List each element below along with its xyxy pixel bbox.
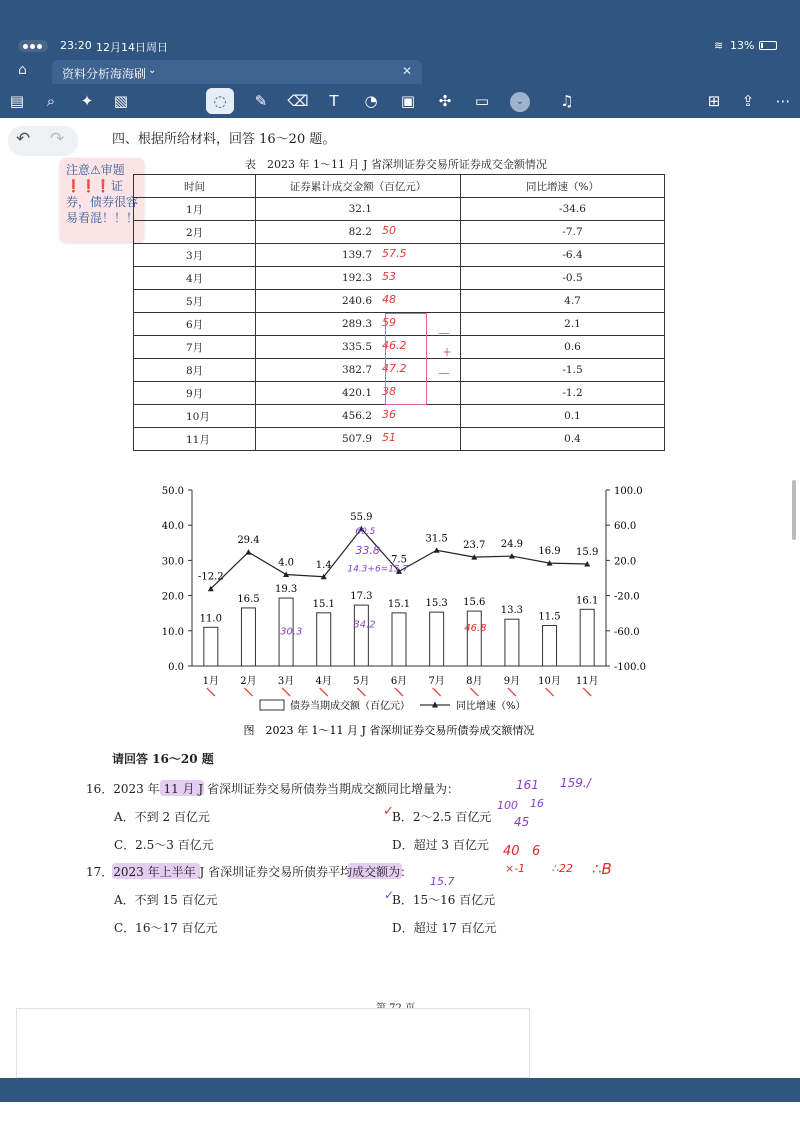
y-right-tick-label: -60.0 (614, 626, 640, 638)
handwritten-annotation: 48 (382, 293, 396, 306)
handwritten-annotation: 38 (382, 385, 396, 398)
bar-value-label: 15.6 (463, 597, 486, 609)
bar (241, 608, 255, 666)
table-cell-month: 11月 (134, 428, 256, 451)
bar (354, 605, 368, 666)
text-box-icon[interactable]: T (329, 92, 339, 110)
handwritten-mark (546, 688, 554, 696)
handwritten-note: 30.3 (280, 626, 303, 638)
growth-value-label: 23.7 (463, 540, 486, 552)
table-cell-growth: 0.6 (461, 336, 665, 359)
q17-option-a[interactable]: A．不到 15 百亿元 (114, 893, 218, 907)
document-page (0, 118, 800, 1078)
handwritten-note: 33.8 (355, 543, 380, 557)
q16-option-d[interactable]: D．超过 3 百亿元 (392, 838, 489, 852)
chevron-down-icon[interactable]: ⌄ (148, 65, 157, 76)
section-heading: 四、根据所给材料，回答 16～20 题。 (112, 132, 336, 147)
table-cell-growth: -1.2 (461, 382, 665, 405)
table-cell-amount: 382.7 47.2 (256, 359, 461, 382)
table-header-row (134, 175, 665, 198)
lasso-icon[interactable]: ◌ (206, 88, 234, 114)
growth-point (434, 547, 440, 553)
bar-value-label: 16.5 (237, 593, 260, 605)
status-bar (0, 36, 800, 56)
y-right-tick-label: -100.0 (614, 662, 647, 673)
table-cell-growth: -34.6 (461, 198, 665, 221)
redo-icon[interactable]: ↷ (50, 129, 65, 149)
x-tick-label: 1月 (202, 676, 220, 687)
handwritten-note: 15.7 (430, 875, 455, 888)
checkmark-annotation: ✓ (384, 888, 395, 902)
growth-value-label: 4.0 (278, 557, 295, 569)
table-cell-growth: 4.7 (461, 290, 665, 313)
handwritten-annotation: 57.5 (382, 247, 407, 260)
bar-value-label: 15.1 (387, 598, 411, 610)
growth-value-label: 31.5 (425, 533, 448, 545)
tab-title: 资料分析海海刷 (62, 67, 147, 81)
x-tick-label: 9月 (503, 676, 521, 687)
table-cell-month: 3月 (134, 244, 256, 267)
bar (317, 613, 331, 666)
table-cell-month: 10月 (134, 405, 256, 428)
bar (204, 627, 218, 666)
handwritten-mark (433, 688, 441, 696)
questions-heading: 请回答 16～20 题 (112, 752, 214, 766)
table-row (134, 428, 665, 451)
chart-title: 图 2023 年 1～11 月 J 省深圳证券交易所债券成交额情况 (243, 724, 535, 737)
toolbar (0, 86, 800, 118)
legend-bar-label: 债券当期成交额（百亿元） (290, 701, 410, 712)
q16-option-a[interactable]: A．不到 2 百亿元 (114, 810, 210, 824)
table-cell-growth: 0.1 (461, 405, 665, 428)
handwritten-mark (470, 688, 478, 696)
growth-value-label: 15.9 (576, 547, 599, 559)
sticky-note-icon[interactable]: ▭ (474, 92, 490, 110)
handwritten-mark (395, 688, 403, 696)
handwritten-note: 45 (514, 815, 530, 829)
growth-value-label: -12.2 (197, 571, 224, 583)
handwritten-mark: — (438, 366, 450, 380)
shape-icon[interactable]: ◔ (364, 92, 378, 110)
bar-value-label: 11.0 (199, 613, 222, 625)
handwritten-note: 159./ (560, 776, 591, 790)
header-growth: 同比增速（%） (461, 175, 665, 198)
x-tick-label: 7月 (428, 676, 445, 687)
table-cell-growth: -0.5 (461, 267, 665, 290)
handwritten-mark (357, 688, 365, 696)
elements-icon[interactable]: ✣ (438, 92, 452, 110)
bar (430, 612, 444, 666)
handwritten-bracket (385, 313, 427, 405)
bar-value-label: 15.3 (425, 598, 448, 610)
undo-icon[interactable]: ↶ (16, 129, 31, 149)
q16-option-c[interactable]: C．2.5～3 百亿元 (114, 838, 214, 852)
checkmark-annotation: ✓ (383, 804, 394, 819)
handwritten-annotation: 51 (382, 431, 396, 444)
document-tab[interactable] (52, 60, 422, 84)
wifi-icon: ≋ (714, 39, 724, 52)
table-cell-growth: -7.7 (461, 221, 665, 244)
table-cell-amount: 240.6 48 (256, 290, 461, 313)
handwritten-note: 161 (516, 778, 539, 792)
eraser-icon[interactable]: ⌫ (287, 92, 309, 110)
y-right-tick-label: -20.0 (614, 591, 640, 603)
home-icon[interactable]: ⌂ (18, 62, 27, 78)
x-tick-label: 5月 (353, 676, 370, 687)
y-left-tick-label: 40.0 (161, 521, 184, 533)
handwritten-mark (207, 688, 215, 696)
table-cell-amount: 507.9 51 (256, 428, 461, 451)
handwritten-note: 6 (532, 844, 541, 859)
handwritten-mark (583, 688, 591, 696)
handwritten-note: 16 (530, 797, 544, 810)
sparkle-icon[interactable]: ✦ (80, 92, 94, 110)
growth-value-label: 7.5 (391, 554, 407, 566)
table-cell-amount: 139.7 57.5 (256, 244, 461, 267)
table-cell-month: 9月 (134, 382, 256, 405)
handwritten-mark (244, 688, 252, 696)
handwritten-note: 14.3+6=15.7 (347, 564, 409, 575)
table-row (134, 244, 665, 267)
table-cell-month: 8月 (134, 359, 256, 382)
x-tick-label: 11月 (575, 676, 599, 687)
handwritten-annotation: 53 (382, 270, 396, 283)
table-cell-amount: 32.1 (256, 198, 461, 221)
share-icon[interactable]: ⇪ (741, 92, 755, 110)
table-row (134, 290, 665, 313)
bar (580, 609, 594, 666)
x-tick-label: 10月 (538, 676, 561, 687)
bar-value-label: 11.5 (538, 611, 561, 623)
table-cell-month: 2月 (134, 221, 256, 244)
legend-bar-swatch (260, 700, 284, 710)
bar-value-label: 15.1 (312, 598, 335, 610)
table-row (134, 405, 665, 428)
bar (392, 613, 406, 666)
table-cell-growth: 2.1 (461, 313, 665, 336)
status-time: 23:20 (60, 39, 92, 52)
table-cell-amount: 335.5 46.2 (256, 336, 461, 359)
pen-icon[interactable]: ✎ (254, 92, 268, 110)
table-cell-growth: -1.5 (461, 359, 665, 382)
x-tick-label: 4月 (315, 676, 332, 687)
handwritten-note: 60.5 (355, 527, 376, 538)
table-cell-month: 1月 (134, 198, 256, 221)
handwritten-annotation: 59 (382, 316, 396, 329)
y-left-tick-label: 50.0 (161, 486, 184, 497)
undo-redo-group (8, 126, 78, 156)
handwritten-note: 34.2 (353, 619, 376, 631)
table-cell-amount: 456.2 36 (256, 405, 461, 428)
handwritten-mark (320, 688, 328, 696)
bar-value-label: 19.3 (274, 584, 298, 596)
growth-value-label: 29.4 (237, 535, 260, 547)
more-horizontal-icon[interactable]: ⋯ (775, 92, 791, 110)
header-amount: 证券累计成交金额（百亿元） (256, 175, 461, 198)
y-left-tick-label: 30.0 (161, 556, 184, 568)
bar (543, 626, 557, 666)
sidebar-icon[interactable]: ▤ (9, 92, 25, 110)
document-icon[interactable]: ▧ (113, 92, 129, 110)
handwritten-mark (282, 688, 290, 696)
handwritten-note: 40 (503, 844, 520, 859)
table-cell-amount: 420.1 38 (256, 382, 461, 405)
more-icon[interactable]: ⌄ (510, 92, 530, 112)
q17-option-b[interactable]: B．15～16 百亿元 (392, 893, 496, 907)
bar-value-label: 13.3 (500, 605, 524, 617)
y-right-tick-label: 60.0 (614, 521, 637, 533)
table-row (134, 221, 665, 244)
q17-option-c[interactable]: C．16～17 百亿元 (114, 921, 218, 935)
handwritten-note: 100 (497, 799, 518, 812)
table-row (134, 267, 665, 290)
sticky-note[interactable]: 注意⚠审题❗❗❗证券，债券很容易看混！！！ (60, 158, 144, 242)
table-cell-month: 5月 (134, 290, 256, 313)
growth-point (245, 549, 251, 555)
handwritten-mark: + (442, 345, 453, 359)
handwritten-annotation: 36 (382, 408, 396, 421)
app-chrome (0, 0, 800, 118)
table-cell-amount: 289.3 59 (256, 313, 461, 336)
handwritten-note: 46.8 (464, 622, 487, 634)
table-cell-month: 7月 (134, 336, 256, 359)
header-month: 时间 (134, 175, 256, 198)
handwritten-mark: — (438, 326, 450, 340)
y-right-tick-label: 20.0 (614, 556, 637, 568)
y-right-tick-label: 100.0 (614, 486, 643, 497)
bar (467, 611, 481, 666)
bar-value-label: 17.3 (350, 591, 373, 603)
handwritten-annotation: 47.2 (382, 362, 407, 375)
growth-value-label: 55.9 (350, 511, 373, 523)
multitasking-dots[interactable] (18, 40, 48, 52)
bar-value-label: 16.1 (576, 595, 599, 607)
battery-percent: 13% (730, 39, 755, 52)
bottom-bar (0, 1078, 800, 1102)
table-cell-amount: 192.3 53 (256, 267, 461, 290)
x-tick-label: 3月 (277, 676, 295, 687)
table-cell-growth: 0.4 (461, 428, 665, 451)
handwritten-note: ×-1 (505, 862, 526, 875)
status-date: 12月14日周日 (96, 41, 168, 54)
image-icon[interactable]: ▣ (400, 92, 416, 110)
question-17: 17．2023 年上半年 J 省深圳证券交易所债券平均成交额为： (86, 865, 413, 879)
handwritten-note: ∴22 (552, 862, 573, 875)
x-tick-label: 2月 (240, 676, 257, 687)
blank-area (16, 1008, 530, 1078)
table-cell-growth: -6.4 (461, 244, 665, 267)
y-left-tick-label: 0.0 (168, 662, 184, 673)
growth-value-label: 24.9 (500, 539, 524, 551)
q16-option-b[interactable]: B．2～2.5 百亿元 (392, 810, 492, 824)
close-icon[interactable]: ✕ (401, 64, 412, 78)
x-tick-label: 8月 (466, 676, 483, 687)
y-left-tick-label: 10.0 (161, 626, 184, 638)
handwritten-annotation: 46.2 (382, 339, 407, 352)
growth-value-label: 16.9 (538, 546, 561, 558)
x-tick-label: 6月 (390, 676, 408, 687)
table-title: 表 2023 年 1～11 月 J 省深圳证券交易所证券成交金额情况 (245, 158, 547, 171)
q17-option-d[interactable]: D．超过 17 百亿元 (392, 921, 497, 935)
mic-icon[interactable]: ♫ (560, 92, 574, 110)
scrollbar[interactable] (792, 480, 796, 540)
table-row (134, 198, 665, 221)
table-cell-amount: 82.2 50 (256, 221, 461, 244)
table-cell-month: 4月 (134, 267, 256, 290)
growth-value-label: 1.4 (315, 559, 332, 571)
battery-icon (759, 41, 777, 50)
legend-line-label: 同比增速（%） (456, 701, 526, 712)
table-cell-month: 6月 (134, 313, 256, 336)
handwritten-annotation: 50 (382, 224, 396, 237)
bar (505, 619, 519, 666)
search-icon[interactable]: ⌕ (46, 92, 56, 110)
add-page-icon[interactable]: ⊞ (707, 92, 721, 110)
y-left-tick-label: 20.0 (161, 591, 184, 603)
question-16: 16．2023 年 11 月 J 省深圳证券交易所债券当期成交额同比增量为： (86, 782, 459, 796)
handwritten-note: ∴B (592, 860, 612, 878)
handwritten-mark (508, 688, 516, 696)
bond-chart (140, 480, 660, 748)
